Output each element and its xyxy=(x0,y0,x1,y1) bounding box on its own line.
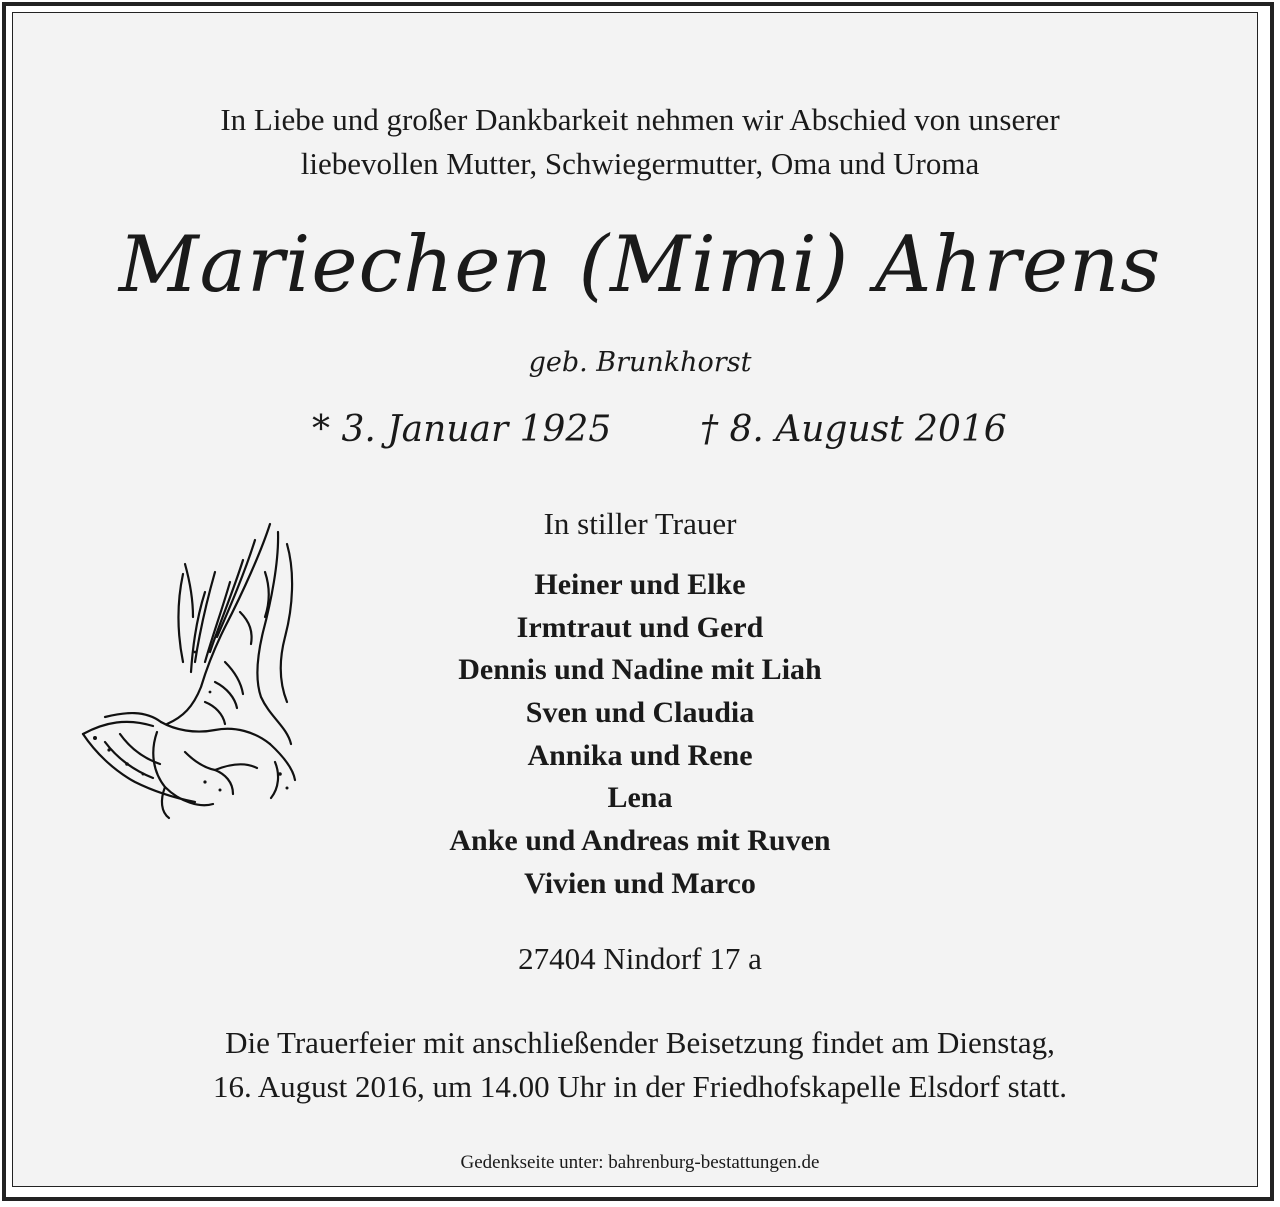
birth-date: * 3. Januar 1925 xyxy=(312,409,612,450)
mourner-entry: Vivien und Marco xyxy=(524,867,756,900)
memorial-page-note: Gedenkseite unter: bahrenburg-bestattungen.de xyxy=(460,1152,820,1173)
mourner-entry: Irmtraut und Gerd xyxy=(516,611,764,644)
mourner-entry: Dennis und Nadine mit Liah xyxy=(458,653,822,686)
mourner-entry: Lena xyxy=(607,781,673,814)
intro-line-1: In Liebe und großer Dankbarkeit nehmen wir Abschied von unserer xyxy=(220,102,1060,137)
death-date: † 8. August 2016 xyxy=(700,409,1007,450)
mourner-entry: Sven und Claudia xyxy=(525,696,755,729)
mourner-entry: Anke und Andreas mit Ruven xyxy=(449,824,831,857)
deceased-name: Mariechen (Mimi) Ahrens xyxy=(118,220,1162,310)
service-line-1: Die Trauerfeier mit anschließender Beisetzung findet am Dienstag, xyxy=(225,1025,1055,1060)
service-line-2: 16. August 2016, um 14.00 Uhr in der Friedhofskapelle Elsdorf statt. xyxy=(212,1069,1068,1104)
birth-name: geb. Brunkhorst xyxy=(528,347,752,378)
mourning-intro: In stiller Trauer xyxy=(543,506,737,541)
address: 27404 Nindorf 17 a xyxy=(518,941,762,976)
praying-hands-icon xyxy=(65,512,305,822)
intro-line-2: liebevollen Mutter, Schwiegermutter, Oma und Uroma xyxy=(300,146,980,181)
mourner-entry: Annika und Rene xyxy=(527,739,753,772)
mourner-entry: Heiner und Elke xyxy=(534,568,746,601)
